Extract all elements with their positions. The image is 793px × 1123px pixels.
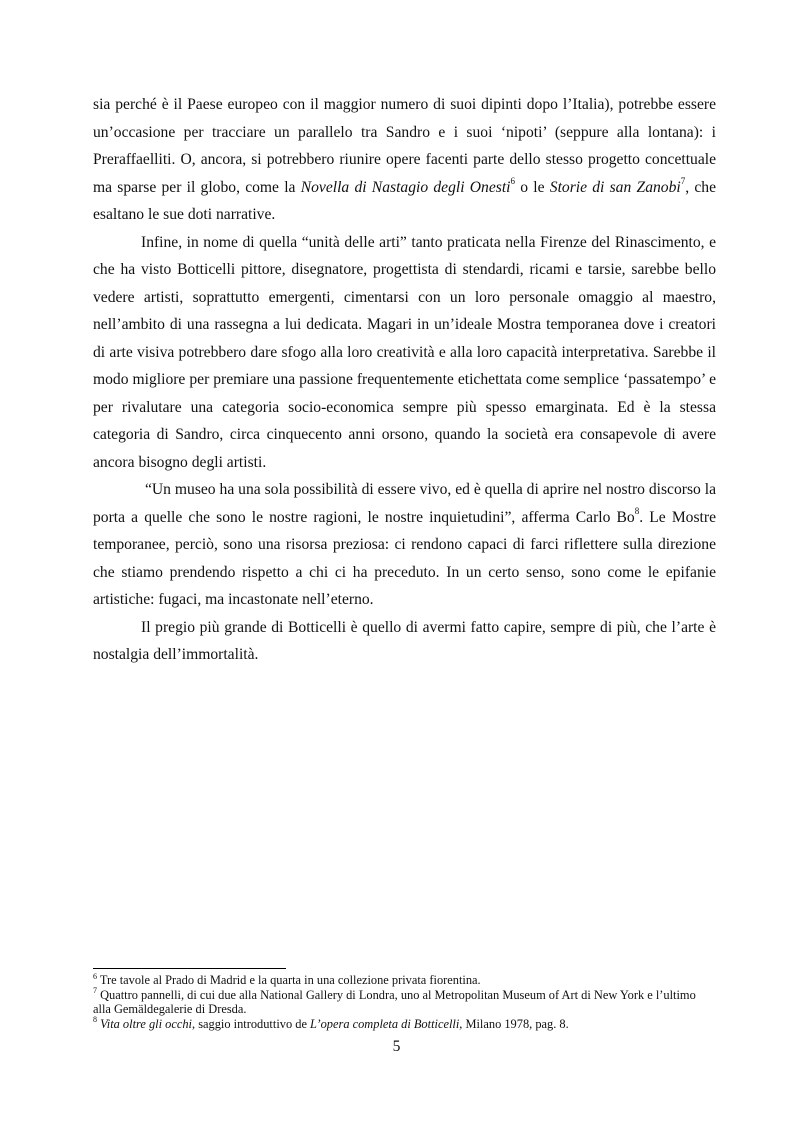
footnote-ref: 7 bbox=[680, 176, 686, 187]
footnote-8: $^8$ Vita oltre gli occhi, saggio introduttivo de L’opera completa di Botticelli, Milano 1978, pag. 8. bbox=[93, 1015, 569, 1031]
footnotes bbox=[93, 973, 713, 1031]
italic-title: Storie di san Zanobi bbox=[549, 178, 681, 196]
paragraph-1: sia perché è il Paese europeo con il maggior numero di suoi dipinti dopo l’Italia), potrebbe essere un’occasione per tracciare un parallelo tra Sandro e i suoi ‘nipoti’ (seppure alla lontana): i Preraffaelliti. O, ancora, si potrebbero riunire opere facenti parte dello stesso progetto concettuale ma sparse per il globo, come la Novella di Nastagio degli Onesti$^6$ o le Storie di san Zanobi$^7$, che esaltano le sue doti narrative. bbox=[93, 96, 716, 223]
paragraph-3: “Un museo ha una sola possibilità di essere vivo, ed è quella di aprire nel nostro discorso la porta a quelle che sono le nostre ragioni, le nostre inquietudini”, afferma Carlo Bo$^8$. Le Mostre temporanee, perciò, sono una risorsa preziosa: ci rendono capaci di farci riflettere sulla direzione che stiamo prendendo rispetto a chi ci ha preceduto. In un certo senso, sono come le epifanie artistiche: fugaci, ma incastonate nell’eterno. bbox=[93, 481, 716, 608]
paragraph-2: Infine, in nome di quella “unità delle arti” tanto praticata nella Firenze del Rinascimento, e che ha visto Botticelli pittore, disegnatore, progettista di stendardi, ricami e tarsie, sarebbe bello vedere artisti, soprattutto emergenti, cimentarsi con un loro personale omaggio al maestro, nell’ambito di una rassegna a lui dedicata. Magari in un’ideale Mostra temporanea dove i creatori di arte visiva potrebbero dare sfogo alla loro creatività e alla loro capacità interpretativa. Sarebbe il modo migliore per premiare una passione frequentemente etichettata come semplice ‘passatempo’ e per rivalutare una categoria socio-economica sempre più spesso emarginata. Ed è la stessa categoria di Sandro, circa cinquecento anni orsono, quando la società era consapevole di avere ancora bisogno degli artisti. bbox=[93, 233, 716, 471]
footnote-6: $^6$ Tre tavole al Prado di Madrid e la quarta in una collezione privata fiorentina. bbox=[93, 971, 481, 987]
page-number: 5 bbox=[392, 1038, 401, 1055]
footnote-ref: 8 bbox=[634, 506, 640, 517]
footnote-7: $^7$ Quattro pannelli, di cui due alla National Gallery di Londra, uno al Metropolitan Museum of Art di New York e l’ultimo alla Gemäldegalerie di Dresda. bbox=[93, 986, 696, 1016]
italic-title: Novella di Nastagio degli Onesti bbox=[300, 178, 511, 196]
footnote-separator bbox=[93, 968, 286, 969]
paragraph-4: Il pregio più grande di Botticelli è quello di avermi fatto capire, sempre di più, che l’arte è nostalgia dell’immortalità. bbox=[93, 618, 716, 663]
body-text bbox=[93, 91, 716, 669]
footnote-ref: 6 bbox=[510, 176, 515, 187]
